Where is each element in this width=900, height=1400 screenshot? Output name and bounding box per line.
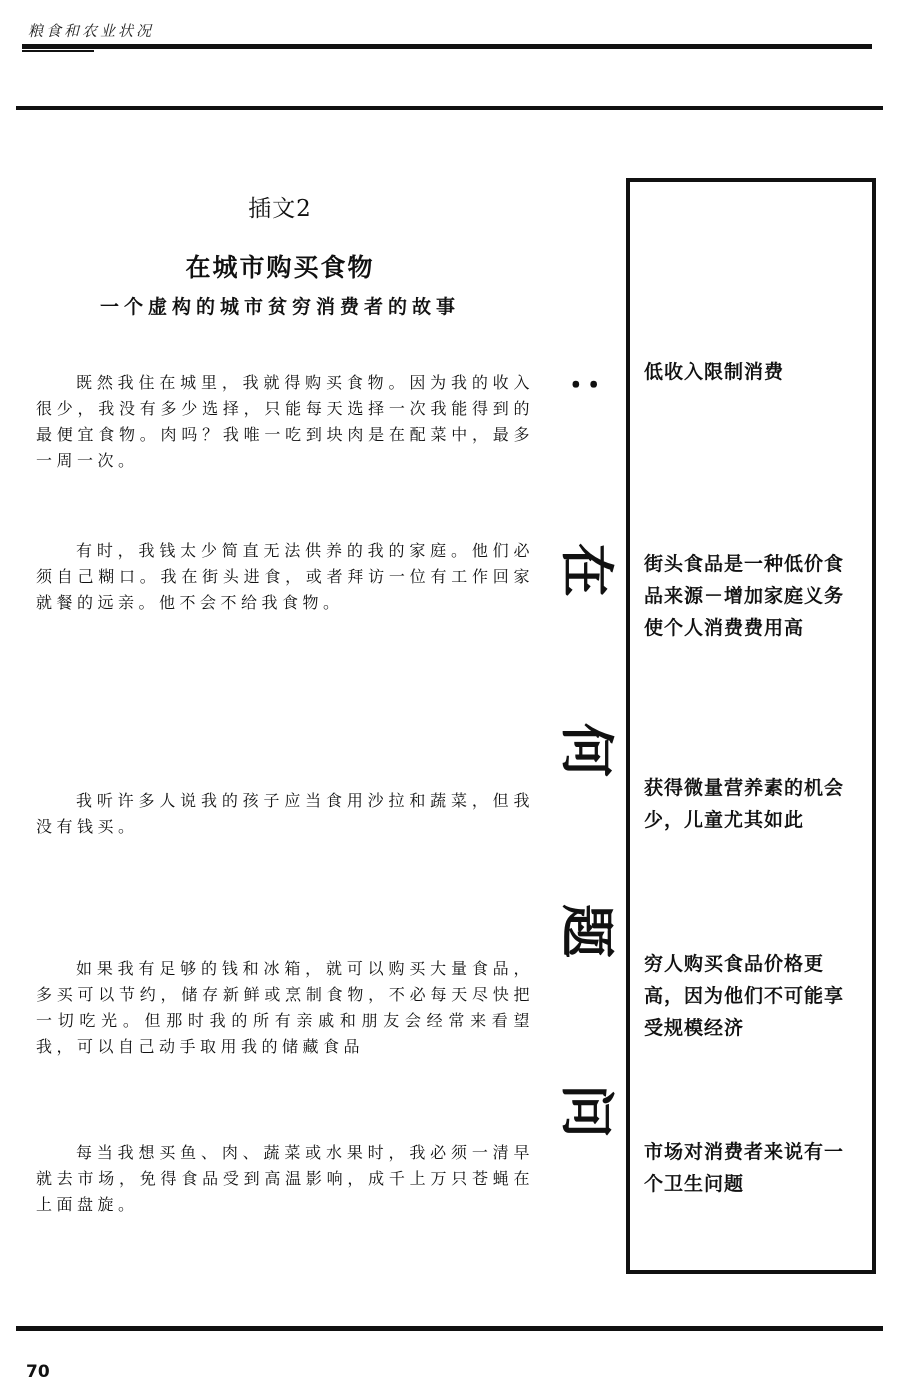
sidebar-item-3: 获得微量营养素的机会少，儿童尤其如此 [644,777,845,831]
running-head: 粮食和农业状况 [28,22,155,40]
sidebar-item-4: 穷人购买食品价格更高，因为他们不可能享受规模经济 [644,953,845,1039]
footer-rule [16,1326,883,1331]
header-rule-accent [22,50,94,52]
heading-char-ti: 题 [555,903,618,958]
story-paragraph-1: 既然我住在城里，我就得购买食物。因为我的收入很少，我没有多少选择，只能每天选择一次我能得到的最便宜食物。肉吗？我唯一吃到块肉是在配菜中，最多一周一次。 [36,373,534,470]
story-paragraph-2: 有时，我钱太少简直无法供养的我的家庭。他们必须自己糊口。我在街头进食，或者拜访一位有工作回家就餐的远亲。他不会不给我食物。 [36,541,534,612]
vertical-heading [555,372,617,1142]
heading-char-colon: ： [561,374,612,418]
heading-char-zai: 在 [555,542,618,597]
heading-char-wen: 问 [555,1084,618,1138]
page-number: 70 [26,1362,50,1382]
box-subtitle: 一个虚构的城市贫穷消费者的故事 [99,296,460,318]
sidebar-item-2: 街头食品是一种低价食品来源－增加家庭义务使个人消费费用高 [644,553,845,639]
box-title: 在城市购买食物 [185,253,375,282]
story-paragraph-5: 每当我想买鱼、肉、蔬菜或水果时，我必须一清早就去市场，免得食品受到高温影响，成千上万只苍蝇在上面盘旋。 [36,1143,534,1214]
header-rule [22,44,872,49]
story-paragraph-4: 如果我有足够的钱和冰箱，就可以购买大量食品，多买可以节约，储存新鲜或烹制食物，不必每天尽快把一切吃光。但那时我的所有亲戚和朋友会经常来看望我，可以自己动手取用我的储藏食品 [36,959,534,1056]
heading-char-he: 何 [555,723,618,777]
sidebar-item-1: 低收入限制消费 [644,361,785,383]
sidebar-item-5: 市场对消费者来说有一个卫生问题 [644,1141,845,1195]
story-paragraph-3: 我听许多人说我的孩子应当食用沙拉和蔬菜，但我没有钱买。 [36,791,534,836]
box-label: 插文2 [248,196,312,222]
problem-sidebar [626,178,876,1274]
header-rule-lower [16,106,883,110]
